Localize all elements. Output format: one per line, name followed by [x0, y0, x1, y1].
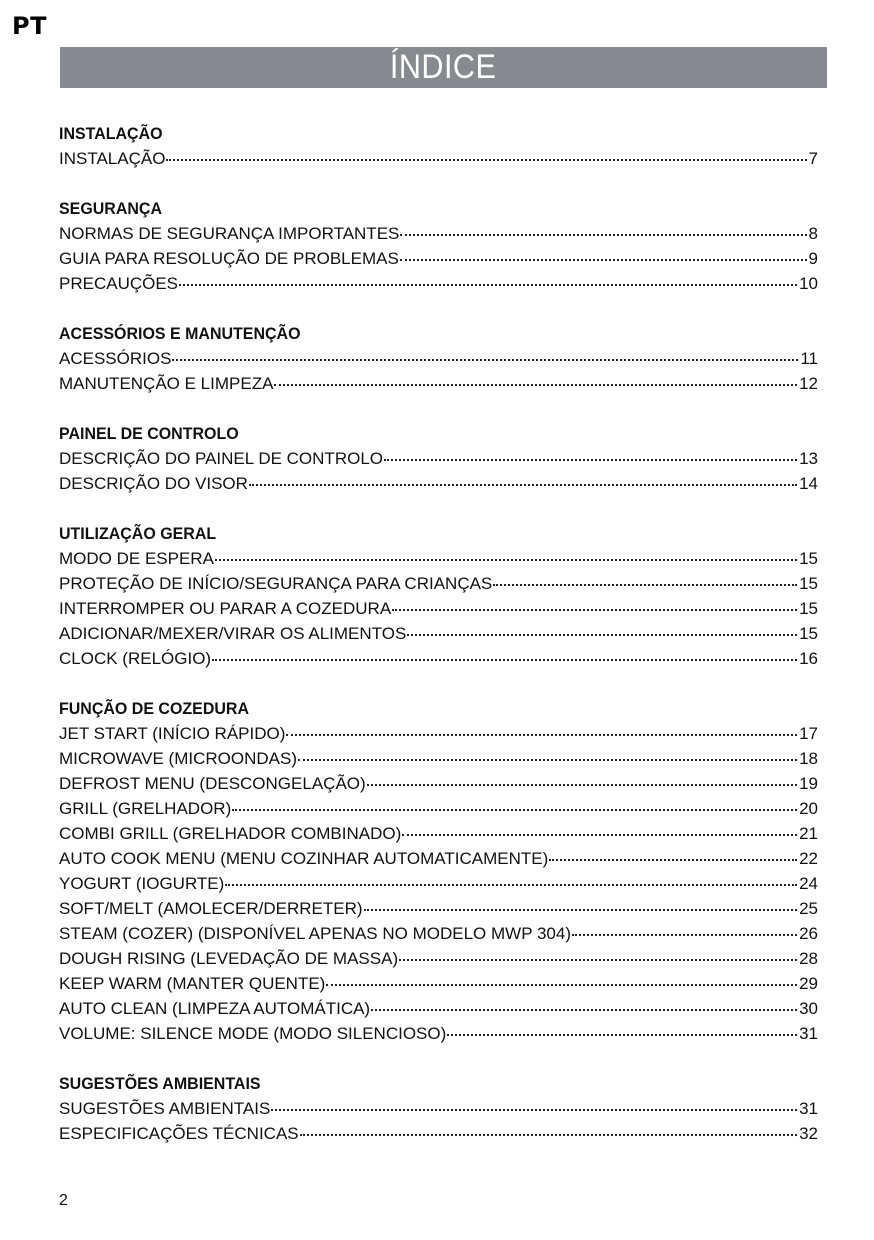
dot-leader [225, 882, 797, 886]
toc-entry-page: 16 [799, 649, 818, 668]
toc-entry-label: SUGESTÕES AMBIENTAIS [59, 1099, 271, 1118]
toc-entry-page: 20 [799, 799, 818, 818]
toc-entry[interactable] [59, 371, 818, 396]
toc-entry-label: ADICIONAR/MEXER/VIRAR OS ALIMENTOS [59, 624, 407, 643]
toc-entry-label: GRILL (GRELHADOR) [59, 799, 232, 818]
dot-leader [572, 932, 797, 936]
toc-entry[interactable] [59, 246, 818, 271]
toc-entry[interactable] [59, 571, 818, 596]
toc-entry-page: 15 [799, 624, 818, 643]
toc-entry-page: 15 [799, 599, 818, 618]
section-heading: PAINEL DE CONTROLO [59, 424, 239, 443]
section-heading: FUNÇÃO DE COZEDURA [59, 699, 249, 718]
section-heading: INSTALAÇÃO [59, 124, 163, 143]
toc-entry-label: MICROWAVE (MICROONDAS) [59, 749, 297, 768]
toc-entry[interactable] [59, 596, 818, 621]
toc-entry-page: 7 [808, 149, 818, 168]
toc-section [59, 121, 818, 171]
toc-entry-page: 15 [799, 574, 818, 593]
toc-entry-label: INSTALAÇÃO [59, 149, 166, 168]
toc-entry-page: 8 [808, 224, 818, 243]
toc-entry-label: INTERROMPER OU PARAR A COZEDURA [59, 599, 392, 618]
toc-entry-label: VOLUME: SILENCE MODE (MODO SILENCIOSO) [59, 1024, 447, 1043]
toc-entry[interactable] [59, 821, 818, 846]
toc-entry[interactable] [59, 796, 818, 821]
toc-entry[interactable] [59, 746, 818, 771]
toc-entry-label: MODO DE ESPERA [59, 549, 214, 568]
toc-entry-page: 13 [799, 449, 818, 468]
toc-entry-page: 9 [808, 249, 818, 268]
toc-entry-label: AUTO CLEAN (LIMPEZA AUTOMÁTICA) [59, 999, 371, 1018]
dot-leader [179, 282, 797, 286]
toc-entry-label: SOFT/MELT (AMOLECER/DERRETER) [59, 899, 363, 918]
dot-leader [271, 1107, 797, 1111]
toc-entry[interactable] [59, 921, 818, 946]
toc-entry-label: MANUTENÇÃO E LIMPEZA [59, 374, 274, 393]
toc-section [59, 421, 818, 496]
toc-entry-label: DESCRIÇÃO DO PAINEL DE CONTROLO [59, 449, 383, 468]
toc-entry-label: PROTEÇÃO DE INÍCIO/SEGURANÇA PARA CRIANÇAS [59, 574, 493, 593]
title-bar [60, 47, 827, 88]
toc-entry-page: 30 [799, 999, 818, 1018]
toc-entry[interactable] [59, 471, 818, 496]
toc-entry[interactable] [59, 771, 818, 796]
toc-entry[interactable] [59, 271, 818, 296]
toc-entry[interactable] [59, 546, 818, 571]
section-heading: SEGURANÇA [59, 199, 162, 218]
dot-leader [392, 607, 797, 611]
toc-entry-label: ESPECIFICAÇÕES TÉCNICAS [59, 1124, 299, 1143]
toc-entry-page: 25 [799, 899, 818, 918]
toc-entry[interactable] [59, 446, 818, 471]
toc-entry-label: GUIA PARA RESOLUÇÃO DE PROBLEMAS [59, 249, 399, 268]
toc-entry[interactable] [59, 996, 818, 1021]
toc-entry-label: COMBI GRILL (GRELHADOR COMBINADO) [59, 824, 402, 843]
dot-leader [249, 482, 797, 486]
toc-entry-label: DEFROST MENU (DESCONGELAÇÃO) [59, 774, 366, 793]
dot-leader [367, 782, 797, 786]
toc-section [59, 1071, 818, 1146]
toc-entry-label: NORMAS DE SEGURANÇA IMPORTANTES [59, 224, 400, 243]
toc-entry[interactable] [59, 621, 818, 646]
toc-entry-page: 18 [799, 749, 818, 768]
toc-entry-label: DOUGH RISING (LEVEDAÇÃO DE MASSA) [59, 949, 399, 968]
toc-entry-label: KEEP WARM (MANTER QUENTE) [59, 974, 326, 993]
dot-leader [549, 857, 797, 861]
toc-section [59, 521, 818, 671]
toc-entry[interactable] [59, 896, 818, 921]
toc-entry[interactable] [59, 721, 818, 746]
toc-entry[interactable] [59, 1121, 818, 1146]
toc-entry-page: 28 [799, 949, 818, 968]
page-title: ÍNDICE [390, 48, 497, 86]
toc-entry-page: 32 [799, 1124, 818, 1143]
section-heading: UTILIZAÇÃO GERAL [59, 524, 217, 543]
toc-entry[interactable] [59, 1021, 818, 1046]
dot-leader [215, 557, 797, 561]
dot-leader [400, 232, 806, 236]
page-number: 2 [59, 1192, 68, 1209]
section-heading: ACESSÓRIOS E MANUTENÇÃO [59, 324, 301, 343]
toc-section [59, 321, 818, 396]
table-of-contents [59, 121, 818, 1171]
toc-entry-page: 31 [799, 1024, 818, 1043]
dot-leader [447, 1032, 797, 1036]
toc-entry-label: AUTO COOK MENU (MENU COZINHAR AUTOMATICAMENTE) [59, 849, 549, 868]
toc-entry-label: YOGURT (IOGURTE) [59, 874, 225, 893]
toc-entry[interactable] [59, 846, 818, 871]
toc-entry-page: 31 [799, 1099, 818, 1118]
toc-entry-page: 29 [799, 974, 818, 993]
dot-leader [364, 907, 798, 911]
toc-entry-page: 11 [800, 349, 818, 368]
toc-entry[interactable] [59, 871, 818, 896]
language-tag: PT [12, 12, 47, 40]
toc-entry-page: 19 [799, 774, 818, 793]
toc-entry-label: CLOCK (RELÓGIO) [59, 649, 212, 668]
toc-entry-page: 24 [799, 874, 818, 893]
dot-leader [326, 982, 797, 986]
toc-entry[interactable] [59, 221, 818, 246]
dot-leader [274, 382, 797, 386]
toc-entry[interactable] [59, 1096, 818, 1121]
toc-entry-label: STEAM (COZER) (DISPONÍVEL APENAS NO MODELO MWP 304) [59, 924, 571, 943]
dot-leader [166, 157, 806, 161]
toc-entry-page: 12 [799, 374, 818, 393]
toc-entry-label: ACESSÓRIOS [59, 349, 172, 368]
dot-leader [493, 582, 797, 586]
toc-entry-label: DESCRIÇÃO DO VISOR [59, 474, 248, 493]
toc-entry-page: 10 [799, 274, 818, 293]
dot-leader [298, 757, 797, 761]
section-heading: SUGESTÕES AMBIENTAIS [59, 1074, 261, 1093]
toc-entry[interactable] [59, 346, 818, 371]
toc-entry-page: 15 [799, 549, 818, 568]
toc-entry-page: 17 [799, 724, 818, 743]
dot-leader [300, 1132, 797, 1136]
toc-entry[interactable] [59, 646, 818, 671]
toc-entry[interactable] [59, 971, 818, 996]
toc-section [59, 196, 818, 296]
dot-leader [400, 257, 807, 261]
dot-leader [402, 832, 797, 836]
toc-entry-label: JET START (INÍCIO RÁPIDO) [59, 724, 286, 743]
dot-leader [371, 1007, 797, 1011]
dot-leader [384, 457, 797, 461]
dot-leader [399, 957, 797, 961]
dot-leader [172, 357, 798, 361]
toc-entry-page: 14 [799, 474, 818, 493]
toc-entry[interactable] [59, 146, 818, 171]
toc-entry-page: 21 [799, 824, 818, 843]
dot-leader [232, 807, 797, 811]
toc-entry-page: 22 [799, 849, 818, 868]
toc-section [59, 696, 818, 1046]
dot-leader [286, 732, 797, 736]
toc-entry[interactable] [59, 946, 818, 971]
toc-entry-page: 26 [799, 924, 818, 943]
toc-entry-label: PRECAUÇÕES [59, 274, 179, 293]
dot-leader [212, 657, 797, 661]
dot-leader [407, 632, 797, 636]
